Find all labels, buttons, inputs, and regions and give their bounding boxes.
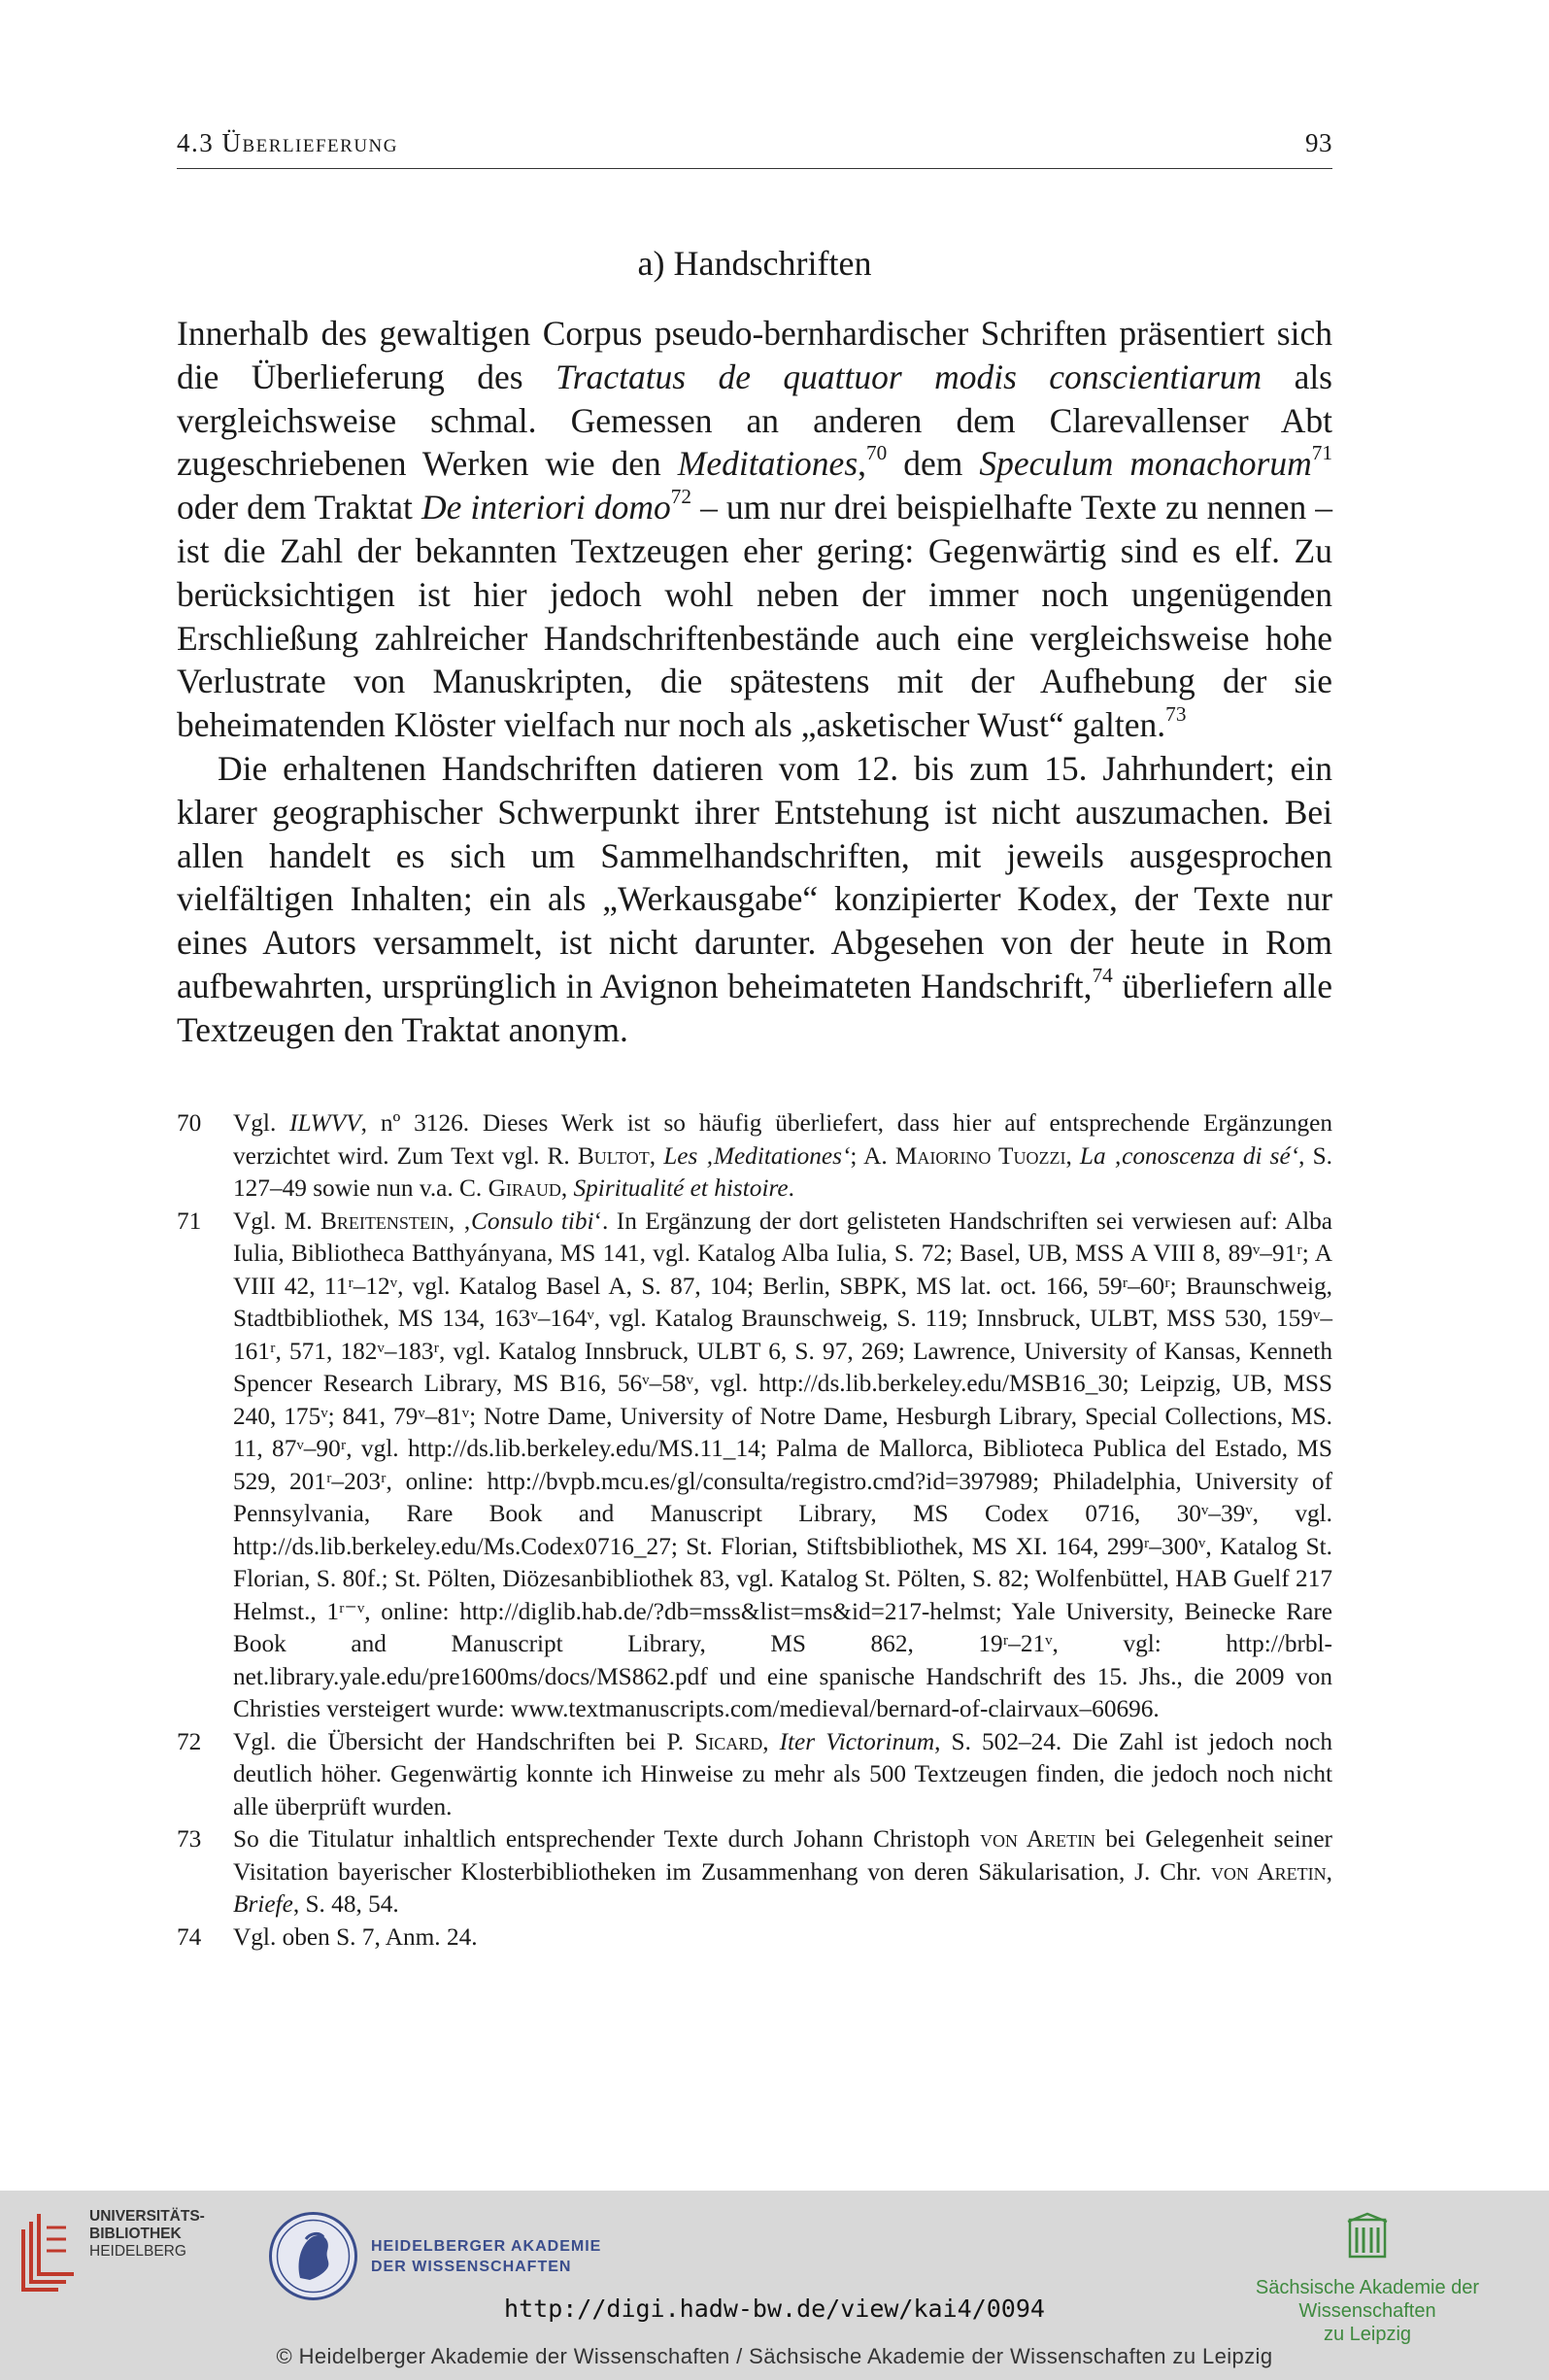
text-run: ; A.: [850, 1141, 895, 1170]
page-number: 93: [1305, 128, 1332, 157]
text-run: ,: [762, 1727, 780, 1755]
ub-heidelberg-name: [89, 2208, 205, 2261]
text-run: , nº 3126. Dieses Werk ist so häufig überliefert, dass hier auf entsprechende Ergänzungen verzichtet wird. Zum Text vgl. R.: [233, 1109, 1332, 1170]
paragraph-2: [177, 747, 1332, 1052]
footnote-number: 71: [177, 1207, 202, 1235]
saw-building-icon: [1346, 2212, 1389, 2259]
saw-leipzig-logo[interactable]: [1202, 2212, 1532, 2346]
italic-title: Speculum monachorum: [979, 444, 1312, 484]
copyright-notice: © Heidelberger Akademie der Wissenschaften / Sächsische Akademie der Wissenschaften zu Leipzig: [276, 2344, 1273, 2368]
ub-heidelberg-logo[interactable]: [17, 2208, 205, 2295]
footnote-ref-73[interactable]: 73: [1165, 702, 1187, 727]
permalink-url[interactable]: http://digi.hadw-bw.de/view/kai4/0094: [504, 2295, 1045, 2323]
text-run: Vgl. die Übersicht der Handschriften bei P.: [233, 1727, 695, 1755]
footnote-number: 70: [177, 1109, 202, 1137]
text-run: ,: [858, 444, 867, 484]
text-run: , S. 48, 54.: [292, 1890, 399, 1918]
saw-line: zu Leipzig: [1323, 2324, 1412, 2345]
text-run: bei Gelegenheit seiner Visitation bayerischer Klosterbibliotheken im Zusammenhang von deren Säkularisation, J. Chr.: [233, 1825, 1332, 1886]
running-head-section: 4.3 Überlieferung: [177, 128, 398, 157]
footnote-72: [177, 1726, 1332, 1824]
footnote-text: [233, 1921, 1332, 1955]
author-name: Maiorino Tuozzi: [894, 1141, 1066, 1170]
text-run: Vgl. oben S. 7, Anm. 24.: [233, 1922, 478, 1951]
section-title: a) Handschriften: [637, 244, 872, 283]
saw-line: Sächsische Akademie der Wissenschaften: [1255, 2277, 1480, 2322]
author-name: Sicard: [694, 1727, 763, 1755]
italic-title: La ‚conoscenza di sé‘: [1079, 1141, 1299, 1170]
footnote-71: [177, 1206, 1332, 1726]
footnote-text: [233, 1107, 1332, 1206]
author-name: Giraud: [488, 1174, 561, 1202]
footnote-text: [233, 1726, 1332, 1824]
footnote-text: [233, 1823, 1332, 1921]
paragraph-1: [177, 312, 1332, 747]
ub-line: HEIDELBERG: [89, 2243, 186, 2260]
footnote-number: 72: [177, 1727, 202, 1755]
text-run: So die Titulatur inhaltlich entsprechender Texte durch Johann Christoph: [233, 1825, 981, 1853]
text-run: , S. 502–24. Die Zahl ist jedoch noch deutlich höher. Gegenwärtig konnte ich Hinweise zu mehr als 500 Textzeugen finden, die jedoch noch nicht alle überprüft wurden.: [233, 1727, 1332, 1820]
footnote-ref-70[interactable]: 70: [866, 441, 888, 465]
text-run: Vgl. M.: [233, 1207, 320, 1235]
footnote-ref-71[interactable]: 71: [1311, 441, 1332, 465]
italic-title: Tractatus de quattuor modis conscientiarum: [555, 357, 1263, 396]
text-run: , S. 127–49 sowie nun v.a. C.: [233, 1141, 1333, 1202]
italic-title: Iter Victorinum: [779, 1727, 935, 1755]
hadw-line: DER WISSENSCHAFTEN: [371, 2258, 572, 2275]
italic-title: Meditationes: [677, 444, 859, 484]
text-run: ‘. In Ergänzung der dort gelisteten Handschriften sei verwiesen auf: Alba Iulia, Bibliotheca Batthyányana, MS 141, vgl. Katalog Alba Iulia, S. 72; Basel, UB, MSS A VIII 8, 89ᵛ–91ʳ; A VIII 42, 11ʳ–12ᵛ, vgl. Katalog Basel A, S. 87, 104; Berlin, SBPK, MS lat. oct. 166, 59ʳ–60ʳ; Braunschweig, Stadtbibliothek, MS 134, 163ᵛ–164ᵛ, vgl. Katalog Braunschweig, S. 119; Innsbruck, ULBT, MSS 530, 159ᵛ–161ʳ, 571, 182ᵛ–183ʳ, vgl. Katalog Innsbruck, ULBT 6, S. 97, 269; Lawrence, University of Kansas, Kenneth Spencer Research Library, MS B16, 56ᵛ–58ᵛ, vgl. http://ds.lib.berkeley.edu/MSB16_30; Leipzig, UB, MSS 240, 175ᵛ; 841, 79ᵛ–81ᵛ; Notre Dame, University of Notre Dame, Hesburgh Library, Special Collections, MS. 11, 87ᵛ–90ʳ, vgl. http://ds.lib.berkeley.edu/MS.11_14; Palma de Mallorca, Biblioteca Publica del Estado, MS 529, 201ʳ–203ʳ, online: http://bvpb.mcu.es/gl/consulta/registro.cmd?id=397989; Philadelphia, University of Pennsylvania, Rare Book and Manuscript Library, MS Codex 0716, 30ᵛ–39ᵛ, vgl. http://ds.lib.berkeley.edu/Ms.Codex0716_27; St. Florian, Stiftsbibliothek, MS XI. 164, 299ʳ–300ᵛ, Katalog St. Florian, S. 80f.; St. Pölten, Diözesanbibliothek 83, vgl. Katalog St. Pölten, S. 82; Wolfenbüttel, HAB Guelf 217 Helmst., 1ʳ⁻ᵛ, online: http://diglib.hab.de/?db=mss&list=ms&id=217-helmst; Yale University, Beinecke Rare Book and Manuscript Library, MS 862, 19ʳ–21ᵛ, vgl: http://brbl-net.library.yale.edu/pre1600ms/docs/MS862.pdf und eine spanische Handschrift des 15. Jhs., die 2009 von Christies versteigert wurde: www.textmanuscripts.com/medieval/bernard-of-clairvaux–60696.: [233, 1207, 1333, 1722]
ub-line: UNIVERSITÄTS-: [89, 2208, 205, 2225]
italic-title: ILWVV: [289, 1109, 361, 1137]
footnote-ref-72[interactable]: 72: [670, 485, 692, 509]
hadw-logo[interactable]: [267, 2210, 601, 2302]
text-run: ,: [1065, 1141, 1080, 1170]
author-name: von Aretin: [1210, 1857, 1327, 1886]
running-head: [177, 128, 1332, 169]
footer-band: [0, 2191, 1549, 2380]
text-run: überliefern alle Textzeugen den Traktat anonym.: [177, 966, 1333, 1049]
italic-title: Spiritualité et histoire: [573, 1174, 789, 1202]
text-run: , ‚: [448, 1207, 472, 1235]
footnote-ref-74[interactable]: 74: [1092, 963, 1113, 987]
italic-title: Les ‚Meditationes‘: [663, 1141, 851, 1170]
author-name: Bultot: [577, 1141, 650, 1170]
body-text: [177, 312, 1332, 1052]
footnotes: [177, 1107, 1332, 1954]
text-run: .: [788, 1174, 794, 1202]
footnote-text: [233, 1206, 1332, 1726]
footnote-73: [177, 1823, 1332, 1921]
author-name: Breitenstein: [320, 1207, 449, 1235]
italic-title: Briefe: [233, 1890, 293, 1918]
text-run: dem: [887, 444, 980, 484]
text-run: Die erhaltenen Handschriften datieren vom 12. bis zum 15. Jahrhundert; ein klarer geographischer Schwerpunkt ihrer Entstehung ist nicht auszumachen. Bei allen handelt es sich um Sammelhandschriften, mit jeweils ausgesprochen vielfältigen Inhalten; ein als „Werkausgabe“ konzipierter Kodex, der Texte nur eines Autors versammelt, ist nicht darunter. Abgesehen von der heute in Rom aufbewahrten, ursprünglich in Avignon beheimateten Handschrift,: [177, 748, 1332, 1005]
ub-heidelberg-emblem-icon: [17, 2208, 82, 2295]
text-run: ,: [1326, 1857, 1332, 1886]
hadw-name: [371, 2236, 601, 2277]
footnote-number: 73: [177, 1825, 202, 1853]
hadw-medallion-icon: [267, 2210, 359, 2302]
footnote-74: [177, 1921, 1332, 1955]
footnote-number: 74: [177, 1922, 202, 1951]
ub-line: BIBLIOTHEK: [89, 2226, 182, 2242]
text-run: oder dem Traktat: [177, 488, 421, 527]
text-run: Innerhalb des gewaltigen Corpus pseudo-bernhardischer Schriften präsentiert sich die Überlieferung des: [177, 314, 1332, 396]
italic-title: De interiori domo: [421, 488, 671, 527]
text-run: ,: [560, 1174, 574, 1202]
author-name: von Aretin: [980, 1825, 1096, 1853]
text-run: als vergleichsweise schmal. Gemessen an anderen dem Clarevallenser Abt zugeschriebenen Werken wie den: [177, 357, 1332, 484]
footnote-70: [177, 1107, 1332, 1206]
text-run: Vgl.: [233, 1109, 290, 1137]
text-run: ,: [649, 1141, 664, 1170]
text-run: – um nur drei beispielhafte Texte zu nennen – ist die Zahl der bekannten Textzeugen eher gering: Gegenwärtig sind es elf. Zu berücksichtigen ist hier jedoch wohl neben der immer noch ungenügenden Erschließung zahlreicher Handschriftenbestände auch eine vergleichsweise hohe Verlustrate von Manuskripten, die spätestens mit der Aufhebung der sie beheimatenden Klöster vielfach nur noch als „asketischer Wust“ galten.: [177, 488, 1333, 745]
italic-title: Consulo tibi: [471, 1207, 594, 1235]
hadw-line: HEIDELBERGER AKADEMIE: [371, 2237, 602, 2255]
